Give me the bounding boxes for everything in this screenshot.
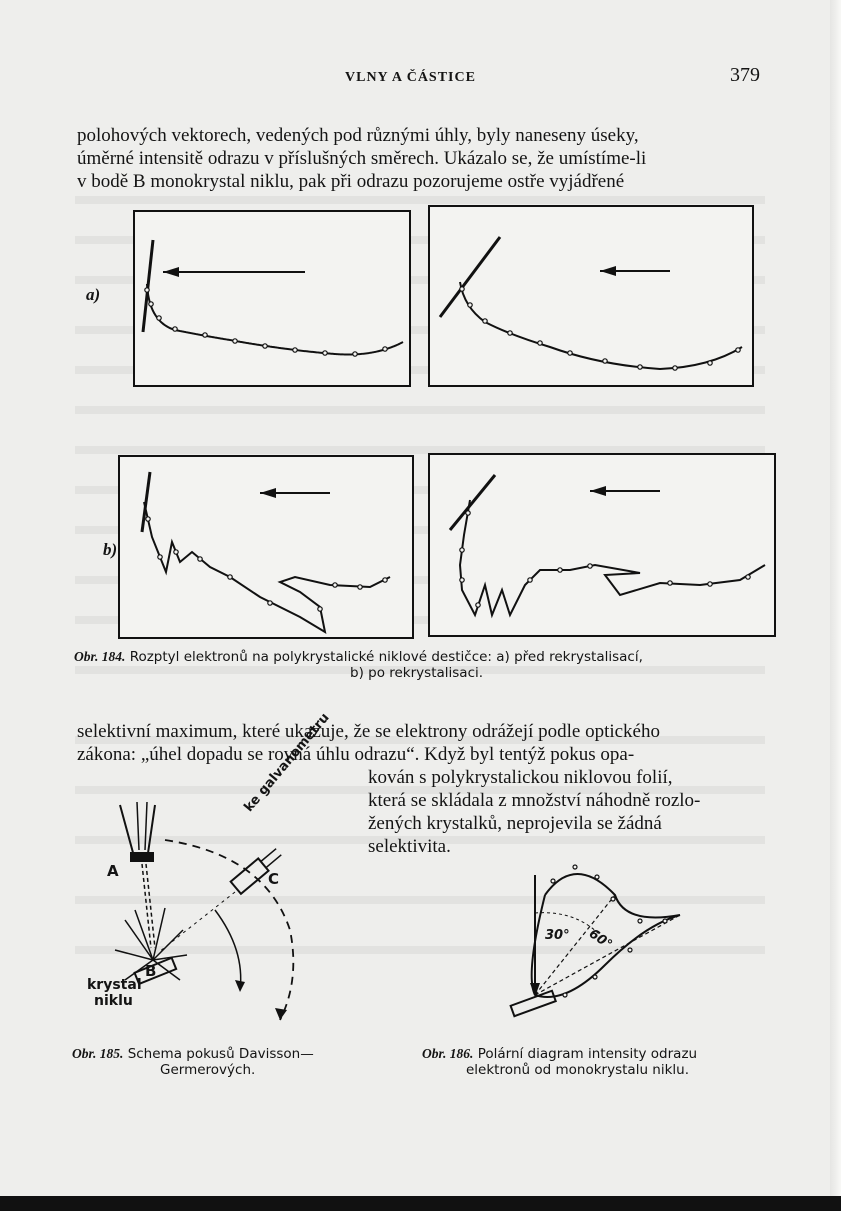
figure-185-caption	[72, 1045, 314, 1063]
figure-185-schema	[95, 780, 355, 1040]
figure-185-label-a: A	[107, 862, 119, 880]
figure-185-label-nickel: niklu	[94, 993, 133, 1009]
scatter-curve-b2	[430, 455, 774, 635]
scan-bottom-border	[0, 1196, 841, 1211]
figure-186-caption-line2: elektronů od monokrystalu niklu.	[466, 1062, 690, 1078]
figure-186-angle-60: 60°	[585, 926, 615, 953]
running-title: VLNY A ČÁSTICE	[345, 70, 476, 85]
figure-185-caption-line2: Germerových.	[160, 1062, 256, 1078]
body-line: selektivita.	[368, 836, 451, 857]
body-line: kován s polykrystalickou niklovou folií,	[368, 767, 673, 788]
figure-184-panel-a1	[133, 210, 411, 387]
body-line: zákona: „úhel dopadu se rovná úhlu odrazu“. Když byl tentýž pokus opa-	[77, 744, 635, 765]
body-line: selektivní maximum, které ukazuje, že se elektrony odrážejí podle optického	[77, 721, 660, 742]
figure-186-caption	[422, 1045, 697, 1063]
scatter-curve-a1	[135, 212, 409, 385]
figure-185-label-c: C	[268, 870, 280, 888]
figure-186-caption-line1: Polární diagram intensity odrazu	[477, 1046, 698, 1062]
page-edge	[830, 0, 841, 1211]
body-line: úměrné intensitě odrazu v příslušných směrech. Ukázalo se, že umístíme-li	[77, 148, 647, 169]
scatter-curve-b1	[120, 457, 412, 637]
page-number: 379	[730, 64, 760, 86]
figure-186-caption-lead: Obr. 186.	[422, 1046, 474, 1061]
body-line: žených krystalků, neprojevila se žádná	[368, 813, 662, 834]
figure-184-panel-a2	[428, 205, 754, 387]
figure-185-label-crystal: krystal	[87, 977, 142, 993]
figure-185-label-galvanometer: ke galvanometru	[241, 710, 333, 815]
body-line: která se skládala z množství náhodně rozlo-	[368, 790, 701, 811]
figure-185-caption-lead: Obr. 185.	[72, 1046, 124, 1061]
scatter-curve-a2	[430, 207, 752, 385]
figure-184-caption-lead: Obr. 184.	[74, 649, 126, 664]
figure-184-label-b: b)	[103, 540, 118, 559]
figure-184-label-a: a)	[86, 285, 101, 304]
figure-184-caption	[74, 648, 643, 666]
figure-184-panel-b1	[118, 455, 414, 639]
figure-186-angle-30: 30°	[545, 928, 570, 943]
body-line: v bodě B monokrystal niklu, pak při odrazu pozorujeme ostře vyjádřené	[77, 171, 625, 192]
figure-184-panel-b2	[428, 453, 776, 637]
figure-185-caption-line1: Schema pokusů Davisson—	[127, 1046, 314, 1062]
figure-184-caption-line1: Rozptyl elektronů na polykrystalické niklové destičce: a) před rekrystalisací,	[129, 649, 643, 665]
figure-185-label-b: B	[145, 962, 157, 980]
figure-184-caption-line2: b) po rekrystalisaci.	[350, 665, 484, 681]
body-line: polohových vektorech, vedených pod různými úhly, byly naneseny úseky,	[77, 125, 639, 146]
